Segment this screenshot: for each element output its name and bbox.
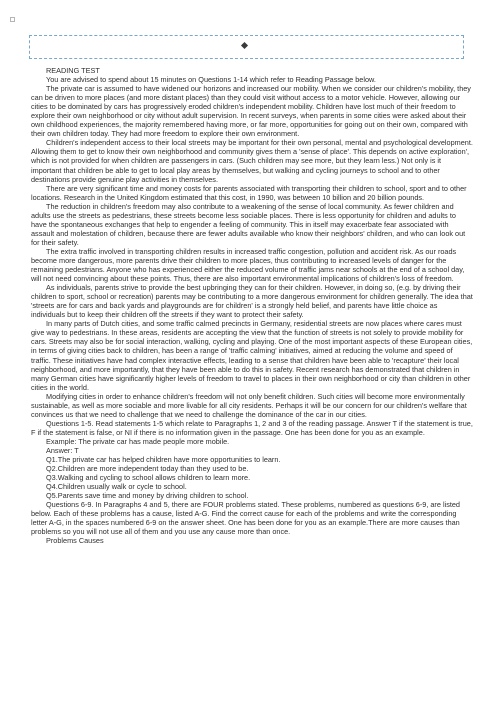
paragraph: There are very significant time and money costs for parents associated with transporting their children to school, sport and to other locations. Research in the United Kingdom estimated that this cost, in 1990, was between 10 billion and 20 billion pounds. xyxy=(31,183,467,202)
question-item: Q2.Children are more independent today than they used to be. xyxy=(46,464,249,474)
paragraph: Modifying cities in order to enhance children's freedom will not only benefit children. Such cities will become more environmentally sustainable, as well as more sociable and more livable for all city residents. Perhaps it will be our concern for our children's welfare that convinces us that we need to challenge that we need to challenge the dominance of the car in our cities. xyxy=(31,391,467,419)
question-item: Q4.Children usually walk or cycle to school. xyxy=(46,482,187,492)
paragraph: You are advised to spend about 15 minutes on Questions 1-14 which refer to Reading Passage below. xyxy=(46,75,376,85)
diamond-marker-icon xyxy=(241,42,248,49)
paragraph: The reduction in children's freedom may also contribute to a weakening of the sense of local community. As fewer children and adults use the streets as pedestrians, these streets become less sociable places. There is less opportunity for children and adults to have the spontaneous exchanges that help to engender a feeling of community. This in itself may exacerbate fear associated with assault and molestation of children, because there are fewer adults available who know their neighbors' children, and who can look out for their safety. xyxy=(31,201,466,247)
paragraph: As individuals, parents strive to provide the best upbringing they can for their children. However, in doing so, (e.g. by driving their children to sport, school or recreation) parents may be contributing to a more dangerous environment for children generally. The idea that 'streets are for cars and back yards and playgrounds are for children' is a strongly held belief, and parents have little choice as individuals but to keep their children off the streets if they want to protect their safety. xyxy=(31,283,473,320)
page-corner-mark xyxy=(10,17,15,22)
example-answer: Answer: T xyxy=(46,445,79,455)
paragraph: In many parts of Dutch cities, and some traffic calmed precincts in Germany, residential streets are now places where cares must give way to pedestrians. In these areas, residents are accepting the view that the function of streets is not solely to provide mobility for cars. Streets may also be for social interaction, walking, cycling and playing. One of the most important aspects of these European cities, in terms of giving cities back to children, has been a range of 'traffic calming' initiatives, aimed at reducing the volume and speed of traffic. These initiatives have had complex interactive effects, leading to a sense that children have been able to 'recapture' their local neighborhood, and more importantly, that they have been able to do this in safety. Recent research has demonstrated that children in many German cities have significantly higher levels of freedom to travel to places in their own neighborhood or city than children in other cities in the world. xyxy=(31,319,473,392)
question-item: Q1.The private car has helped children have more opportunities to learn. xyxy=(46,455,281,465)
paragraph: The private car is assumed to have widened our horizons and increased our mobility. When we consider our children's mobility, they can be driven to more places (and more distant places) than they could visit without access to a motor vehicle. However, allowing our cities to be dominated by cars has progressively eroded children's independent mobility. Children have lost much of their freedom to explore their own neighborhood or city without adult supervision. In recent surveys, when parents in some cities were asked about their own childhood experiences, the majority remembered having more, or far more, opportunities for going out on their own, compared with their own children today. They had more freedom to explore their own environment. xyxy=(31,84,471,139)
questions-instructions: Questions 6-9. In Paragraphs 4 and 5, there are FOUR problems stated. These problems, numbered as questions 6-9, are listed below. Each of these problems has a cause, listed A-G. Find the correct cause for each of the problems and write the corresponding letter A-G, in the spaces numbered 6-9 on the answer sheet. One has been done for you as an example.There are more causes than problems so you will not use all of them and you use any cause more than once. xyxy=(31,500,460,537)
questions-instructions: Questions 1-5. Read statements 1-5 which relate to Paragraphs 1, 2 and 3 of the reading passage. Answer T if the statement is true, F if the statement is false, or NI if there is no information given in the passage. One has been done for you as an example. xyxy=(31,418,473,437)
paragraph: The extra traffic involved in transporting children results in increased traffic congestion, pollution and accident risk. As our roads become more dangerous, more parents drive their children to more places, thus contributing to increased levels of danger for the remaining pedestrians. Anyone who has experienced either the reduced volume of traffic jams near schools at the end of a school day, will not need convincing about these points. Thus, there are also important environmental implications of children's loss of freedom. xyxy=(31,246,465,284)
example-statement: Example: The private car has made people more mobile. xyxy=(46,436,230,446)
page-title: READING TEST xyxy=(46,66,100,75)
header-placeholder-box xyxy=(29,35,464,59)
table-header: Problems Causes xyxy=(46,536,104,546)
question-item: Q5.Parents save time and money by driving children to school. xyxy=(46,491,249,501)
paragraph: Children's independent access to their local streets may be important for their own personal, mental and psychological development. Allowing them to get to know their own neighborhood and community gives them a 'sense of place'. This depends on active exploration', which is not provided for when children are passengers in cars. (Such children may see more, but they learn less.) Not only is it important that children be able to get to local play areas by themselves, but walking and cycling journeys to school and to other destinations provide genuine play activities in themselves. xyxy=(31,138,473,184)
question-item: Q3.Walking and cycling to school allows children to learn more. xyxy=(46,473,251,483)
reading-passage xyxy=(31,66,473,545)
